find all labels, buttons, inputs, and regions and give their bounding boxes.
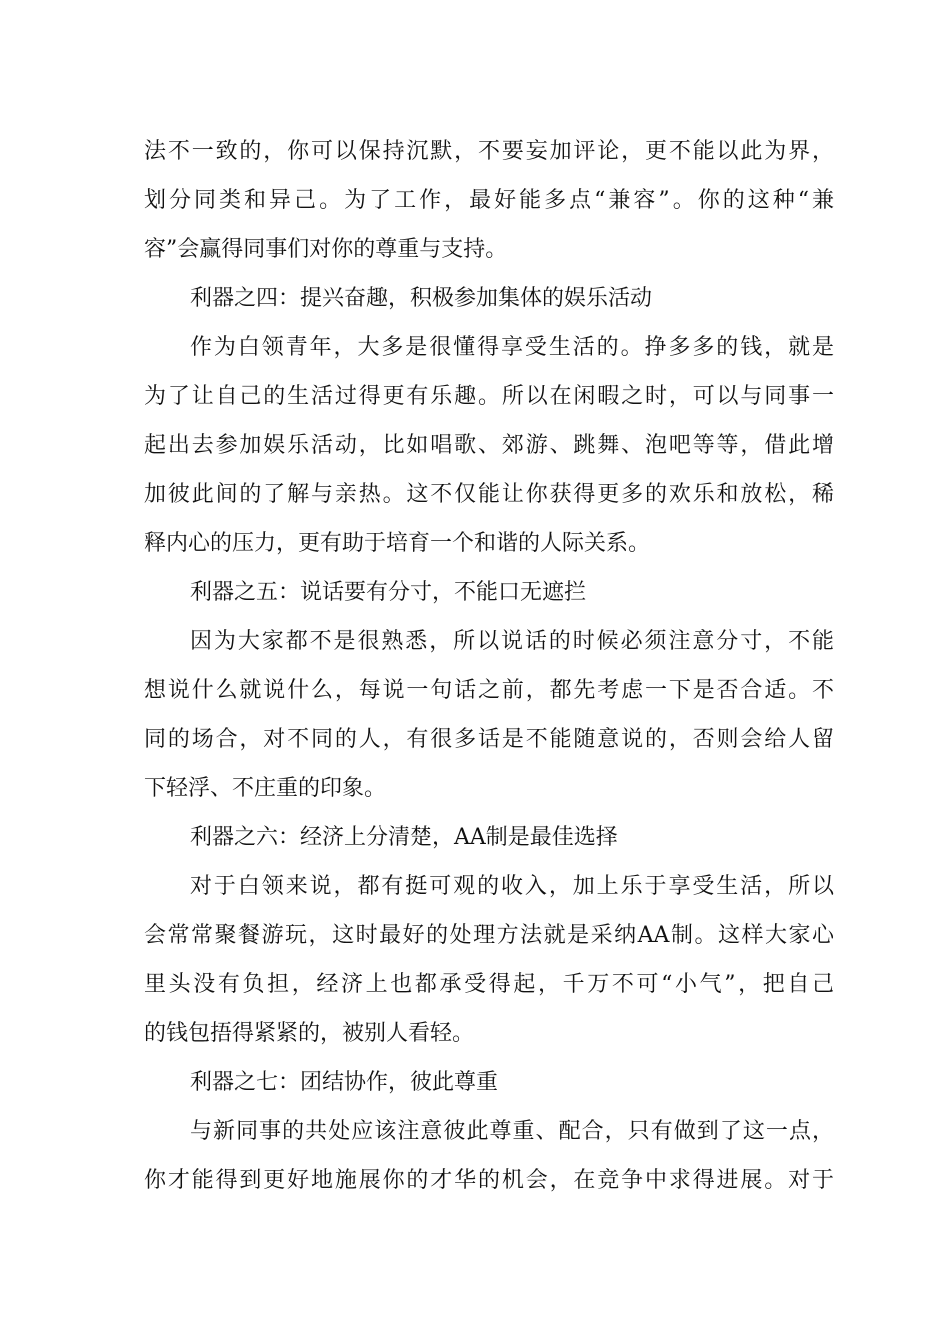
section-heading: 利器之七：团结协作，彼此尊重 (190, 1070, 499, 1095)
paragraph-line: 起出去参加娱乐活动，比如唱歌、郊游、跳舞、泡吧等等，借此增 (144, 433, 834, 458)
paragraph-line: 作为白领青年，大多是很懂得享受生活的。挣多多的钱，就是 (190, 335, 834, 360)
paragraph-line: 下轻浮、不庄重的印象。 (144, 776, 387, 801)
paragraph-line: 法不一致的，你可以保持沉默，不要妄加评论，更不能以此为界， (144, 139, 834, 164)
paragraph-line: 因为大家都不是很熟悉，所以说话的时候必须注意分寸，不能 (190, 629, 834, 654)
paragraph-line: 为了让自己的生活过得更有乐趣。所以在闲暇之时，可以与同事一 (144, 384, 834, 409)
paragraph-line: 同的场合，对不同的人，有很多话是不能随意说的，否则会给人留 (144, 727, 834, 752)
paragraph-line: 容”会赢得同事们对你的尊重与支持。 (144, 237, 508, 262)
paragraph-line: 会常常聚餐游玩，这时最好的处理方法就是采纳AA制。这样大家心 (144, 923, 834, 948)
paragraph-line: 与新同事的共处应该注意彼此尊重、配合，只有做到了这一点， (190, 1119, 834, 1144)
paragraph-line: 划分同类和异己。为了工作，最好能多点“兼容”。你的这种“兼 (144, 188, 834, 213)
paragraph-line: 想说什么就说什么，每说一句话之前，都先考虑一下是否合适。不 (144, 678, 834, 703)
paragraph-line: 对于白领来说，都有挺可观的收入，加上乐于享受生活，所以 (190, 874, 834, 899)
paragraph-line: 里头没有负担，经济上也都承受得起，千万不可“小气”，把自己 (144, 972, 834, 997)
paragraph-line: 加彼此间的了解与亲热。这不仅能让你获得更多的欢乐和放松，稀 (144, 482, 834, 507)
paragraph-line: 你才能得到更好地施展你的才华的机会，在竞争中求得进展。对于 (144, 1168, 834, 1193)
paragraph-line: 的钱包捂得紧紧的，被别人看轻。 (144, 1021, 475, 1046)
section-heading: 利器之六：经济上分清楚，AA制是最佳选择 (190, 825, 618, 850)
section-heading: 利器之四：提兴奋趣，积极参加集体的娱乐活动 (190, 286, 653, 311)
section-heading: 利器之五：说话要有分寸，不能口无遮拦 (190, 580, 587, 605)
paragraph-line: 释内心的压力，更有助于培育一个和谐的人际关系。 (144, 531, 651, 556)
